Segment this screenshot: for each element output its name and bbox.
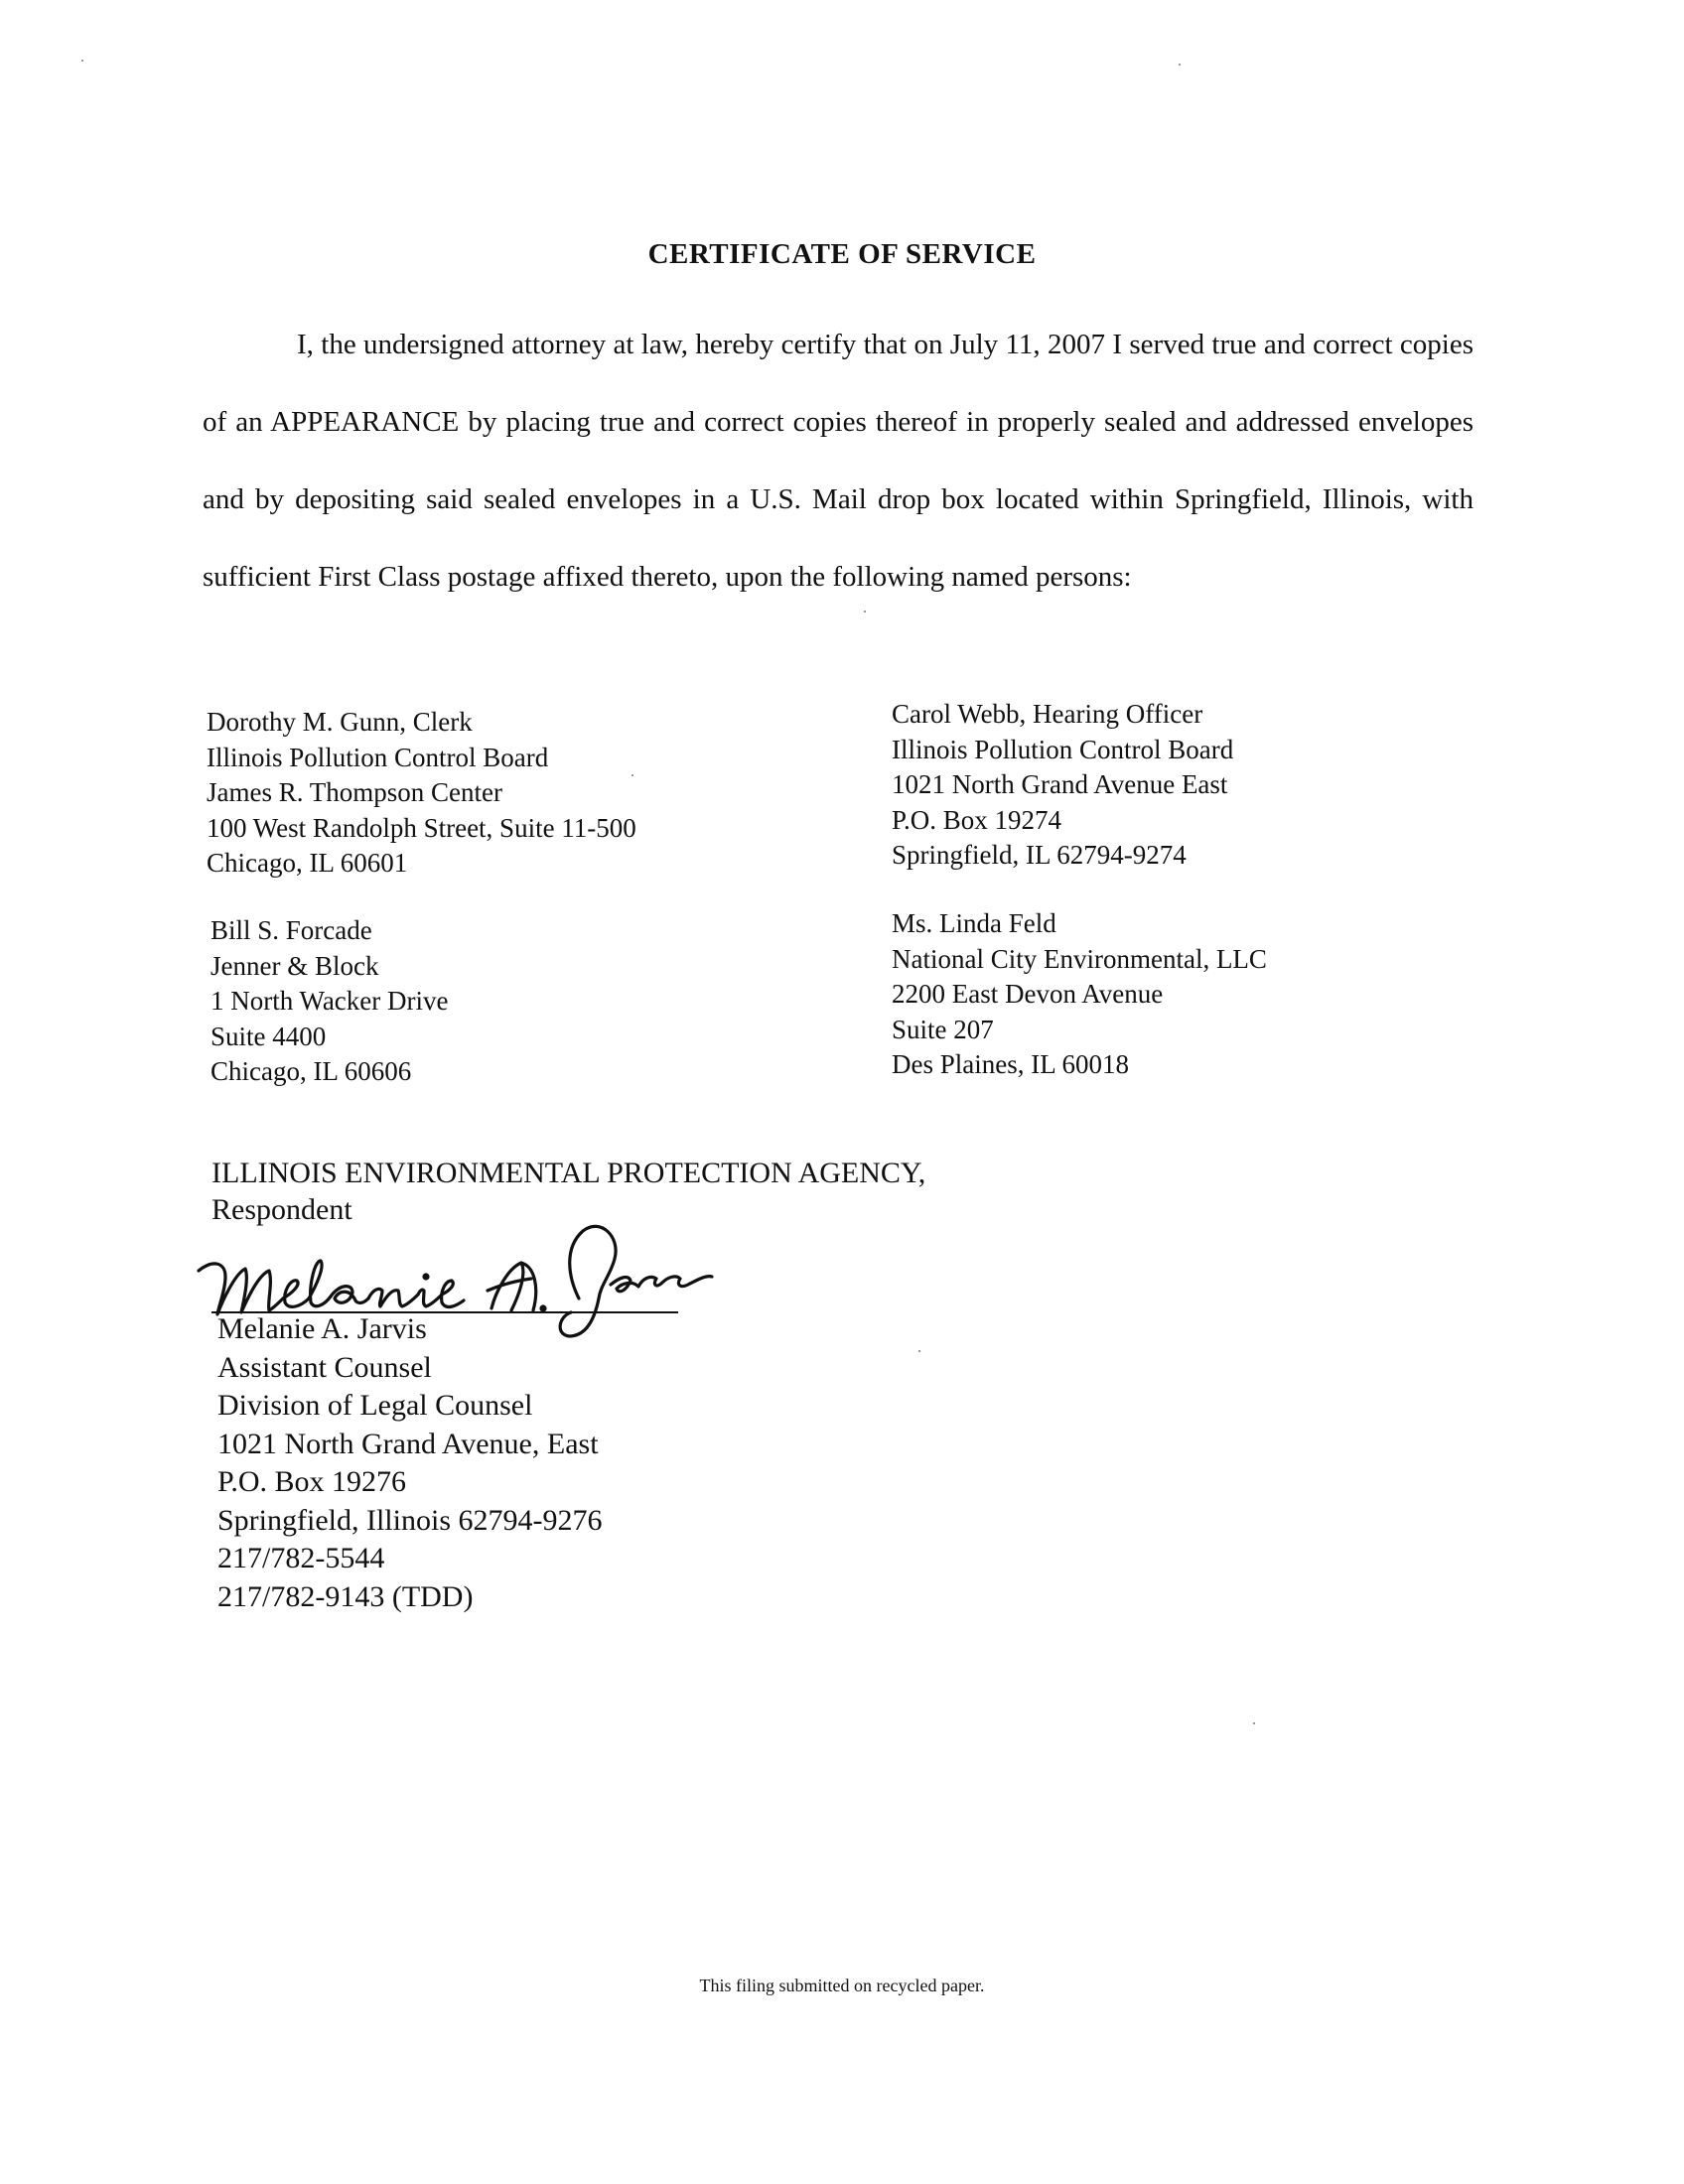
- address-line: Suite 207: [892, 1014, 994, 1044]
- address-line: Illinois Pollution Control Board: [892, 734, 1234, 764]
- scan-speck: [864, 611, 866, 613]
- address-line: Jenner & Block: [210, 950, 379, 981]
- recipient-address-block: [892, 906, 1267, 1083]
- scan-speck: [1253, 1722, 1255, 1724]
- recipient-address-block: [892, 697, 1233, 874]
- footer-note: This filing submitted on recycled paper.: [699, 1976, 985, 1995]
- address-line: Suite 4400: [210, 1021, 327, 1051]
- address-line: Carol Webb, Hearing Officer: [892, 699, 1203, 729]
- address-line: Chicago, IL 60606: [210, 1056, 412, 1086]
- address-line: Bill S. Forcade: [210, 915, 372, 945]
- signatory-agency-block: [211, 1155, 925, 1228]
- recipient-address-block: [210, 913, 449, 1090]
- respondent-label: Respondent: [211, 1193, 352, 1226]
- recipient-address-block: [207, 705, 636, 882]
- signatory-division: Division of Legal Counsel: [217, 1389, 533, 1422]
- signatory-phone: 217/782-5544: [217, 1542, 385, 1574]
- signatory-name: Melanie A. Jarvis: [217, 1312, 427, 1345]
- document-title: CERTIFICATE OF SERVICE: [647, 238, 1037, 270]
- address-line: National City Environmental, LLC: [892, 943, 1267, 974]
- scan-speck: [81, 60, 83, 62]
- signatory-title: Assistant Counsel: [217, 1350, 432, 1384]
- address-line: Chicago, IL 60601: [207, 848, 408, 878]
- signatory-city: Springfield, Illinois 62794-9276: [217, 1503, 603, 1537]
- signatory-street: 1021 North Grand Avenue, East: [217, 1427, 599, 1460]
- address-line: 100 West Randolph Street, Suite 11-500: [207, 812, 636, 843]
- address-line: 2200 East Devon Avenue: [892, 979, 1164, 1009]
- signatory-tdd: 217/782-9143 (TDD): [217, 1579, 474, 1613]
- signatory-po-box: P.O. Box 19276: [217, 1465, 407, 1498]
- address-line: James R. Thompson Center: [207, 777, 502, 807]
- address-line: Illinois Pollution Control Board: [207, 742, 549, 772]
- address-line: Ms. Linda Feld: [892, 908, 1056, 938]
- signatory-contact-block: [217, 1310, 602, 1616]
- address-line: Springfield, IL 62794-9274: [892, 840, 1187, 870]
- address-line: 1021 North Grand Avenue East: [892, 769, 1228, 799]
- address-line: P.O. Box 19274: [892, 804, 1062, 835]
- address-line: Des Plaines, IL 60018: [892, 1049, 1129, 1079]
- scan-speck: [632, 774, 633, 776]
- address-line: Dorothy M. Gunn, Clerk: [207, 707, 473, 737]
- certification-paragraph: I, the undersigned attorney at law, hereby certify that on July 11, 2007 I served true and correct copies of an APPEARANCE by placing true and correct copies thereof in properly sealed and addressed envelopes and by depositing said sealed envelopes in a U.S. Mail drop box located within Springfield, Illinois, with sufficient First Class postage affixed thereto, upon the following named persons:: [203, 329, 1474, 593]
- scan-speck: [1179, 64, 1181, 66]
- address-line: 1 North Wacker Drive: [210, 986, 449, 1016]
- agency-name: ILLINOIS ENVIRONMENTAL PROTECTION AGENCY,: [211, 1157, 926, 1189]
- scan-speck: [918, 1350, 920, 1352]
